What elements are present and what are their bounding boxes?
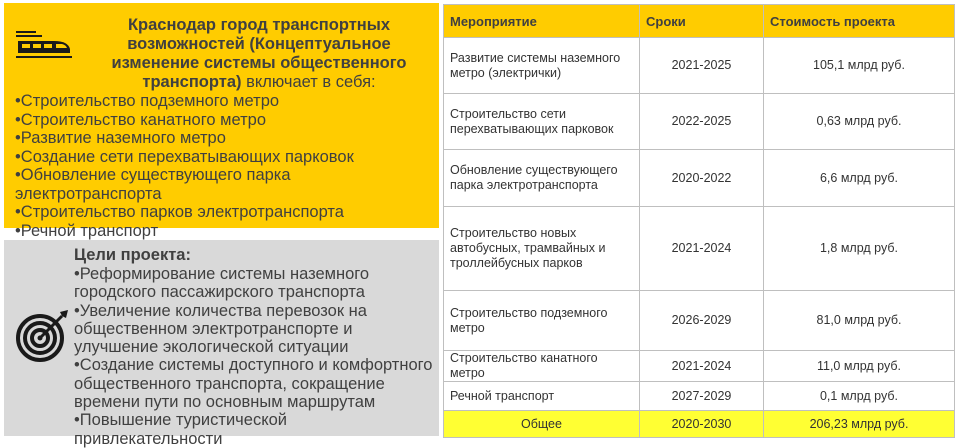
transport-title-suffix: включает в себя:: [241, 73, 376, 91]
total-label: Общее: [444, 411, 640, 438]
header-activity: Мероприятие: [444, 5, 640, 38]
cell-activity: Строительство новых автобусных, трамвайных и троллейбусных парков: [444, 207, 640, 291]
target-icon: [14, 308, 70, 369]
cell-activity: Речной транспорт: [444, 382, 640, 411]
table-row: [444, 38, 955, 94]
cell-cost: 6,6 млрд руб.: [764, 150, 955, 207]
cell-cost: 105,1 млрд руб.: [764, 38, 955, 94]
cell-timeline: 2027-2029: [640, 382, 764, 411]
table-row: [444, 94, 955, 150]
list-item: •Строительство парков электротранспорта: [15, 203, 344, 221]
cell-cost: 0,63 млрд руб.: [764, 94, 955, 150]
table-row: [444, 150, 955, 207]
project-goals-panel: [4, 240, 439, 448]
train-icon: [14, 27, 74, 68]
cell-cost: 1,8 млрд руб.: [764, 207, 955, 291]
header-cost: Стоимость проекта: [764, 5, 955, 38]
cell-activity: Строительство сети перехватывающих парковок: [444, 94, 640, 150]
list-item: •Увеличение количества перевозок на общественном электротранспорте и улучшение экологической ситуации: [74, 301, 367, 357]
table-row: [444, 382, 955, 411]
list-item: •Обновление существующего парка электротранспорта: [15, 166, 291, 203]
list-item: •Строительство подземного метро: [15, 92, 280, 110]
cell-cost: 0,1 млрд руб.: [764, 382, 955, 411]
cell-timeline: 2021-2024: [640, 351, 764, 382]
table-header-row: [444, 5, 955, 38]
total-timeline: 2020-2030: [640, 411, 764, 438]
table-total-row: [444, 411, 955, 438]
cell-timeline: 2020-2022: [640, 150, 764, 207]
transport-title-bold: Краснодар город транспортных возможностей (Концептуальное изменение системы общественного транспорта): [111, 16, 407, 91]
cell-activity: Развитие системы наземного метро (электрички): [444, 38, 640, 94]
list-item: •Строительство канатного метро: [15, 110, 267, 129]
list-item: •Речной транспорт: [15, 221, 159, 240]
goals-title: Цели проекта:: [74, 246, 191, 264]
cell-activity: Обновление существующего парка электротранспорта: [444, 150, 640, 207]
total-cost: 206,23 млрд руб.: [764, 411, 955, 438]
cell-cost: 11,0 млрд руб.: [764, 351, 955, 382]
cell-timeline: 2021-2024: [640, 207, 764, 291]
projects-table: [443, 4, 955, 438]
cell-timeline: 2021-2025: [640, 38, 764, 94]
cell-activity: Строительство канатного метро: [444, 351, 640, 382]
header-timeline: Сроки: [640, 5, 764, 38]
cell-activity: Строительство подземного метро: [444, 291, 640, 351]
goals-list: [74, 265, 436, 448]
table-row: [444, 291, 955, 351]
table-row: [444, 351, 955, 382]
transport-options-panel: [4, 3, 439, 240]
table-row: [444, 207, 955, 291]
cell-cost: 81,0 млрд руб.: [764, 291, 955, 351]
transport-panel-title: [82, 16, 436, 92]
list-item: •Реформирование системы наземного городского пассажирского транспорта: [74, 265, 370, 302]
cell-timeline: 2026-2029: [640, 291, 764, 351]
list-item: •Повышение туристической привлекательности: [74, 411, 287, 448]
list-item: •Создание системы доступного и комфортного общественного транспорта, сокращение времени пути по основным маршрутам: [74, 356, 433, 412]
cell-timeline: 2022-2025: [640, 94, 764, 150]
list-item: •Создание сети перехватывающих парковок: [15, 147, 354, 166]
transport-items-list: [15, 92, 439, 240]
list-item: •Развитие наземного метро: [15, 129, 226, 147]
